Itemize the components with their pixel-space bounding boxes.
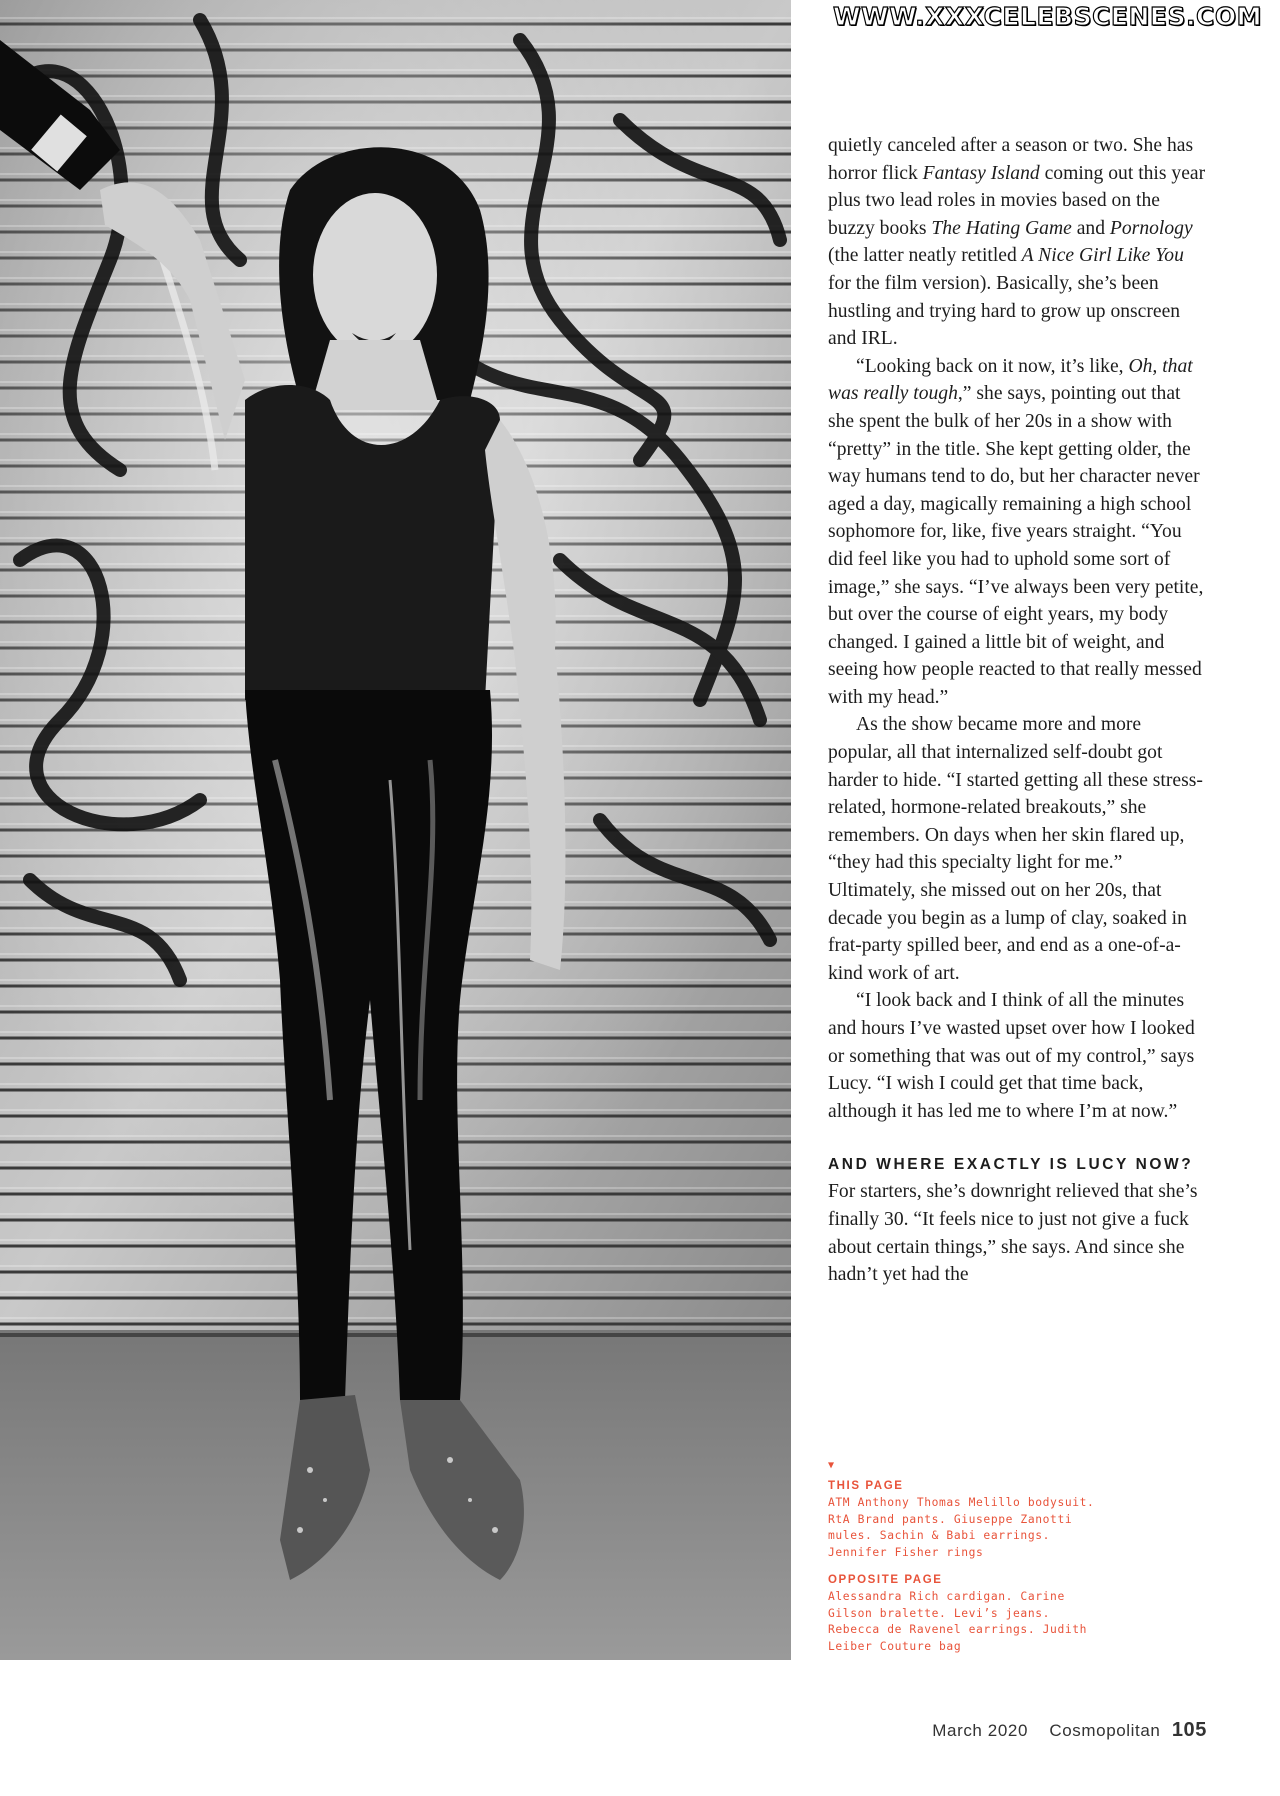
text-run: “Looking back on it now, it’s like, bbox=[856, 355, 1129, 377]
this-page-label: THIS PAGE bbox=[828, 1480, 904, 1492]
text-run: quietly canceled after a season or two. She has horror flick bbox=[828, 135, 1194, 184]
text-run: As the show became more and more popular, all that internalized self-doubt got harder to hide. “I started getting all these stress-related, hormone-related breakouts,” she remembers. On days when her skin flared up, “they had this specialty light for me.” Ultimately, she missed out on her 20s, that decade you begin as a lump of clay, soaked in frat-party spilled beer, and end as a one-of-a-kind work of art. bbox=[828, 714, 1203, 984]
italic-title-run: Fantasy Island bbox=[922, 162, 1040, 184]
article-paragraph bbox=[828, 132, 1208, 353]
article-paragraph bbox=[828, 711, 1208, 987]
article-paragraph bbox=[828, 987, 1208, 1125]
italic-title-run: Pornology bbox=[1109, 217, 1193, 239]
article-paragraph: For starters, she’s downright relieved that she’s finally 30. “It feels nice to just not give a fuck about certain things,” she says. And since she hadn’t yet had the bbox=[828, 1181, 1198, 1286]
opposite-page-credits: Alessandra Rich cardigan. Carine Gilson bralette. Levi’s jeans. Rebecca de Ravenel earrings. Judith Leiber Couture bag bbox=[828, 1589, 1088, 1654]
text-run: (the latter neatly retitled bbox=[828, 245, 1022, 267]
page-folio bbox=[932, 1719, 1207, 1742]
text-run: ,” she says, pointing out that she spent the bulk of her 20s in a show with “pretty” in the title. She kept getting older, the way humans tend to do, but her character never aged a day, magically remaining a high school sophomore for, like, five years straight. “You did feel like you had to uphold some sort of image,” she says. “I’ve always been very petite, but over the course of eight years, my body changed. I gained a little bit of weight, and seeing how people reacted to that really messed with my head.” bbox=[828, 383, 1204, 708]
issue-date: March 2020 bbox=[932, 1721, 1029, 1740]
text-run: “I look back and I think of all the minutes and hours I’ve wasted upset over how I looked or something that was out of my control,” says Lucy. “I wish I could get that time back, although it has led me to where I’m at now.” bbox=[828, 990, 1195, 1122]
watermark-text: WWW.XXXCELEBSCENES.COM bbox=[832, 2, 1262, 31]
magazine-name: Cosmopolitan bbox=[1049, 1721, 1161, 1740]
fashion-credits bbox=[828, 1460, 1108, 1656]
text-run: and bbox=[1071, 217, 1110, 239]
this-page-credits: ATM Anthony Thomas Melillo bodysuit. RtA Brand pants. Giuseppe Zanotti mules. Sachin & Babi earrings. Jennifer Fisher rings bbox=[828, 1495, 1095, 1560]
italic-title-run: A Nice Girl Like You bbox=[1021, 245, 1184, 267]
text-run: for the film version). Basically, she’s been hustling and trying hard to grow up onscreen and IRL. bbox=[828, 272, 1181, 350]
triangle-marker-icon: ▼ bbox=[828, 1460, 835, 1471]
page-number: 105 bbox=[1171, 1719, 1207, 1741]
section-subhead: AND WHERE EXACTLY IS LUCY NOW? bbox=[828, 1156, 1194, 1174]
article-paragraph bbox=[828, 353, 1208, 712]
text-run: coming out this year plus two lead roles in movies based on the buzzy books bbox=[828, 162, 1206, 239]
italic-title-run: Oh, that was really tough bbox=[828, 355, 1193, 405]
italic-title-run: The Hating Game bbox=[931, 217, 1072, 239]
opposite-page-label: OPPOSITE PAGE bbox=[828, 1573, 943, 1586]
article-body bbox=[828, 132, 1208, 1289]
